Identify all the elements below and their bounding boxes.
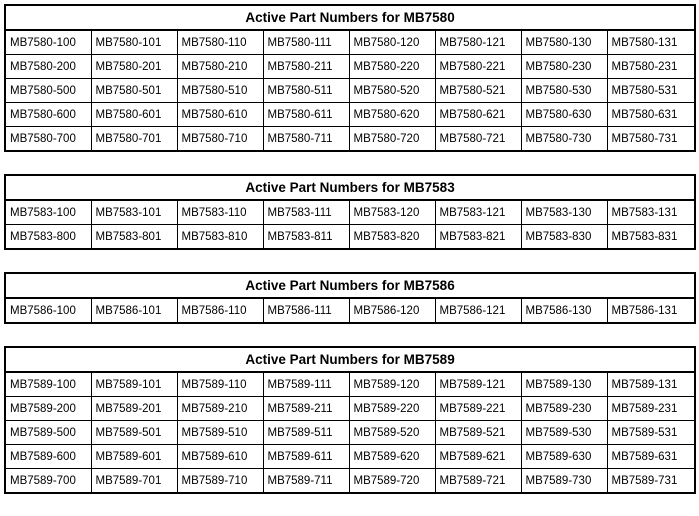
part-number-cell: MB7589-730 <box>521 469 607 494</box>
part-number-cell: MB7583-811 <box>263 225 349 250</box>
part-number-cell: MB7583-130 <box>521 200 607 225</box>
part-number-cell: MB7580-521 <box>435 79 521 103</box>
table-row <box>5 397 695 421</box>
part-number-cell: MB7589-731 <box>607 469 695 494</box>
part-number-cell: MB7589-131 <box>607 372 695 397</box>
part-number-cell: MB7580-731 <box>607 127 695 152</box>
part-number-cell: MB7580-500 <box>5 79 91 103</box>
part-number-cell: MB7589-531 <box>607 421 695 445</box>
table-title: Active Part Numbers for MB7589 <box>5 347 695 372</box>
part-number-cell: MB7580-121 <box>435 30 521 55</box>
part-number-cell: MB7583-120 <box>349 200 435 225</box>
table-title: Active Part Numbers for MB7583 <box>5 175 695 200</box>
part-number-cell: MB7583-111 <box>263 200 349 225</box>
part-number-cell: MB7580-600 <box>5 103 91 127</box>
part-number-cell: MB7586-100 <box>5 298 91 323</box>
part-number-cell: MB7580-710 <box>177 127 263 152</box>
part-number-cell: MB7589-610 <box>177 445 263 469</box>
part-number-cell: MB7580-511 <box>263 79 349 103</box>
part-number-cell: MB7589-710 <box>177 469 263 494</box>
part-number-cell: MB7589-110 <box>177 372 263 397</box>
table-row <box>5 55 695 79</box>
part-number-cell: MB7589-121 <box>435 372 521 397</box>
part-number-cell: MB7586-120 <box>349 298 435 323</box>
part-number-cell: MB7580-701 <box>91 127 177 152</box>
part-number-cell: MB7583-830 <box>521 225 607 250</box>
part-number-cell: MB7586-131 <box>607 298 695 323</box>
table-row <box>5 79 695 103</box>
part-number-cell: MB7580-601 <box>91 103 177 127</box>
part-number-cell: MB7589-700 <box>5 469 91 494</box>
table-row <box>5 421 695 445</box>
part-number-cell: MB7580-520 <box>349 79 435 103</box>
part-number-cell: MB7580-200 <box>5 55 91 79</box>
part-number-cell: MB7580-530 <box>521 79 607 103</box>
part-number-cell: MB7580-510 <box>177 79 263 103</box>
table-title: Active Part Numbers for MB7586 <box>5 273 695 298</box>
part-number-cell: MB7589-200 <box>5 397 91 421</box>
part-number-cell: MB7583-821 <box>435 225 521 250</box>
part-number-cell: MB7580-210 <box>177 55 263 79</box>
part-number-cell: MB7589-230 <box>521 397 607 421</box>
part-number-cell: MB7589-511 <box>263 421 349 445</box>
part-number-cell: MB7586-121 <box>435 298 521 323</box>
part-number-cell: MB7589-201 <box>91 397 177 421</box>
part-number-cell: MB7589-101 <box>91 372 177 397</box>
part-number-cell: MB7589-620 <box>349 445 435 469</box>
part-number-cell: MB7583-820 <box>349 225 435 250</box>
part-number-cell: MB7580-211 <box>263 55 349 79</box>
table-row <box>5 225 695 250</box>
part-number-cell: MB7580-730 <box>521 127 607 152</box>
part-number-cell: MB7580-220 <box>349 55 435 79</box>
part-number-cell: MB7589-111 <box>263 372 349 397</box>
part-number-cell: MB7589-601 <box>91 445 177 469</box>
table-row <box>5 372 695 397</box>
part-number-table <box>4 4 696 152</box>
part-number-cell: MB7580-111 <box>263 30 349 55</box>
part-number-cell: MB7589-611 <box>263 445 349 469</box>
part-number-cell: MB7589-130 <box>521 372 607 397</box>
part-number-table <box>4 272 696 324</box>
part-number-cell: MB7580-130 <box>521 30 607 55</box>
part-number-cell: MB7589-701 <box>91 469 177 494</box>
part-number-cell: MB7589-100 <box>5 372 91 397</box>
part-number-cell: MB7583-800 <box>5 225 91 250</box>
table-title: Active Part Numbers for MB7580 <box>5 5 695 30</box>
part-number-cell: MB7583-801 <box>91 225 177 250</box>
part-number-cell: MB7589-210 <box>177 397 263 421</box>
part-number-cell: MB7589-501 <box>91 421 177 445</box>
part-number-cell: MB7580-700 <box>5 127 91 152</box>
part-number-tables <box>4 4 694 516</box>
part-number-cell: MB7580-720 <box>349 127 435 152</box>
part-number-cell: MB7586-111 <box>263 298 349 323</box>
part-number-cell: MB7583-831 <box>607 225 695 250</box>
part-number-cell: MB7589-711 <box>263 469 349 494</box>
part-number-cell: MB7589-600 <box>5 445 91 469</box>
part-number-cell: MB7580-621 <box>435 103 521 127</box>
part-number-cell: MB7580-230 <box>521 55 607 79</box>
part-number-cell: MB7589-220 <box>349 397 435 421</box>
part-number-cell: MB7580-721 <box>435 127 521 152</box>
part-number-cell: MB7580-531 <box>607 79 695 103</box>
table-row <box>5 127 695 152</box>
part-number-cell: MB7586-130 <box>521 298 607 323</box>
part-number-cell: MB7589-211 <box>263 397 349 421</box>
part-number-cell: MB7580-611 <box>263 103 349 127</box>
part-number-cell: MB7583-131 <box>607 200 695 225</box>
part-number-cell: MB7580-201 <box>91 55 177 79</box>
part-number-cell: MB7580-101 <box>91 30 177 55</box>
part-number-cell: MB7586-101 <box>91 298 177 323</box>
part-number-cell: MB7580-630 <box>521 103 607 127</box>
part-number-cell: MB7583-101 <box>91 200 177 225</box>
part-number-cell: MB7583-110 <box>177 200 263 225</box>
table-row <box>5 200 695 225</box>
table-row <box>5 469 695 494</box>
part-number-cell: MB7589-630 <box>521 445 607 469</box>
part-number-cell: MB7589-721 <box>435 469 521 494</box>
part-number-cell: MB7580-110 <box>177 30 263 55</box>
part-number-cell: MB7580-631 <box>607 103 695 127</box>
part-number-table <box>4 174 696 250</box>
part-number-cell: MB7580-131 <box>607 30 695 55</box>
part-number-cell: MB7589-221 <box>435 397 521 421</box>
part-number-cell: MB7580-231 <box>607 55 695 79</box>
part-number-cell: MB7580-610 <box>177 103 263 127</box>
part-number-cell: MB7580-120 <box>349 30 435 55</box>
part-number-cell: MB7589-530 <box>521 421 607 445</box>
part-number-cell: MB7580-221 <box>435 55 521 79</box>
part-number-cell: MB7589-120 <box>349 372 435 397</box>
table-row <box>5 445 695 469</box>
part-number-cell: MB7589-521 <box>435 421 521 445</box>
part-number-cell: MB7580-620 <box>349 103 435 127</box>
part-number-cell: MB7589-621 <box>435 445 521 469</box>
table-row <box>5 103 695 127</box>
part-number-cell: MB7583-121 <box>435 200 521 225</box>
part-number-cell: MB7583-100 <box>5 200 91 225</box>
part-number-cell: MB7589-510 <box>177 421 263 445</box>
part-number-table <box>4 346 696 494</box>
part-number-cell: MB7586-110 <box>177 298 263 323</box>
part-number-cell: MB7583-810 <box>177 225 263 250</box>
table-row <box>5 298 695 323</box>
part-number-cell: MB7580-501 <box>91 79 177 103</box>
part-number-cell: MB7589-720 <box>349 469 435 494</box>
part-number-cell: MB7580-100 <box>5 30 91 55</box>
part-number-cell: MB7580-711 <box>263 127 349 152</box>
part-number-cell: MB7589-500 <box>5 421 91 445</box>
table-row <box>5 30 695 55</box>
part-number-cell: MB7589-520 <box>349 421 435 445</box>
part-number-cell: MB7589-631 <box>607 445 695 469</box>
part-number-cell: MB7589-231 <box>607 397 695 421</box>
